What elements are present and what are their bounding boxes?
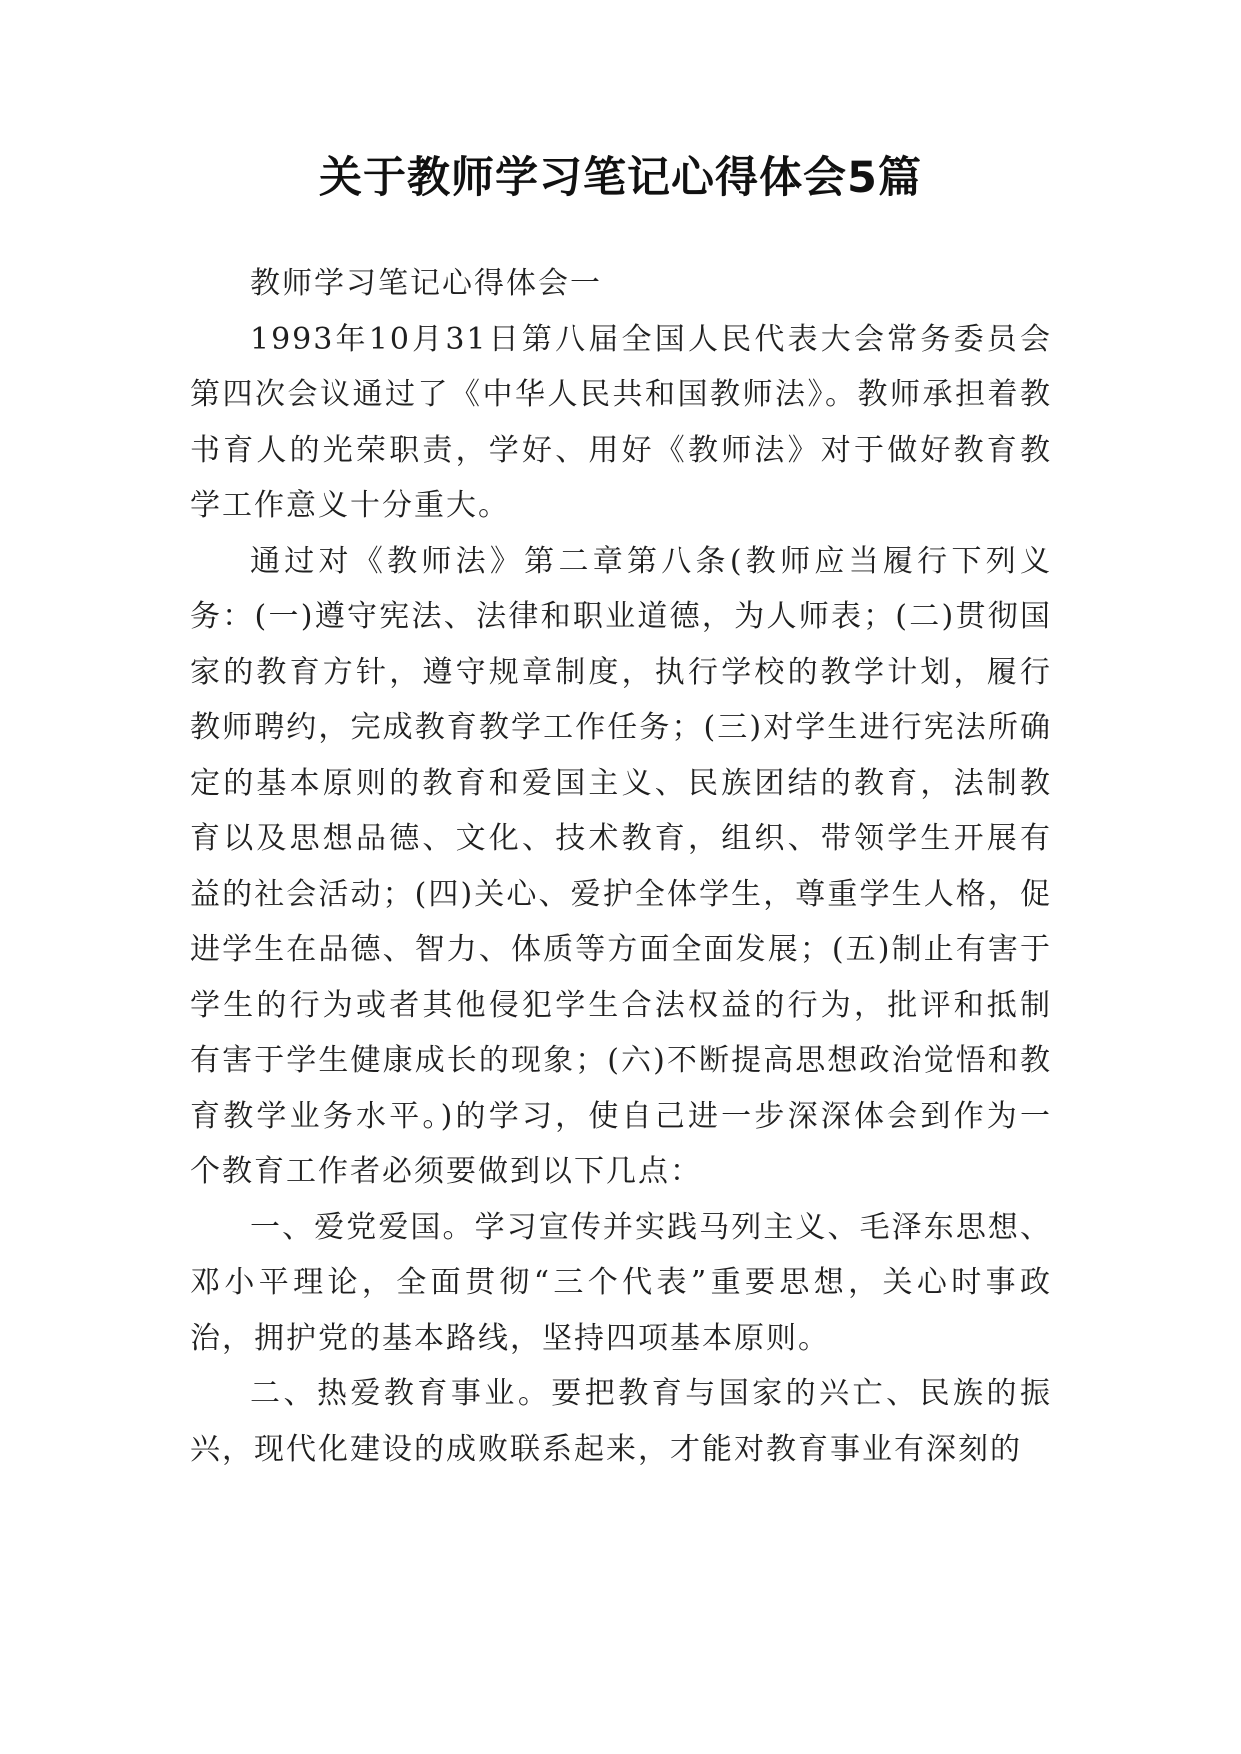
document-body: [190, 256, 1052, 1477]
section-heading: 教师学习笔记心得体会一: [250, 266, 602, 301]
body-paragraph: 1993年10月31日第八届全国人民代表大会常务委员会第四次会议通过了《中华人民共和国教师法》。教师承担着教书育人的光荣职责，学好、用好《教师法》对于做好教育教学工作意义十分重大。: [190, 321, 1052, 523]
body-paragraph: 一、爱党爱国。学习宣传并实践马列主义、毛泽东思想、邓小平理论，全面贯彻“三个代表”重要思想，关心时事政治，拥护党的基本路线，坚持四项基本原则。: [190, 1209, 1052, 1356]
document-title: 关于教师学习笔记心得体会5篇: [319, 153, 922, 203]
body-paragraph: 通过对《教师法》第二章第八条(教师应当履行下列义务：(一)遵守宪法、法律和职业道德，为人师表；(二)贯彻国家的教育方针，遵守规章制度，执行学校的教学计划，履行教师聘约，完成教育教学工作任务；(三)对学生进行宪法所确定的基本原则的教育和爱国主义、民族团结的教育，法制教育以及思想品德、文化、技术教育，组织、带领学生开展有益的社会活动；(四)关心、爱护全体学生，尊重学生人格，促进学生在品德、智力、体质等方面全面发展；(五)制止有害于学生的行为或者其他侵犯学生合法权益的行为，批评和抵制有害于学生健康成长的现象；(六)不断提高思想政治觉悟和教育教学业务水平。)的学习，使自己进一步深深体会到作为一个教育工作者必须要做到以下几点：: [190, 543, 1052, 1189]
body-paragraph: 二、热爱教育事业。要把教育与国家的兴亡、民族的振兴，现代化建设的成败联系起来，才能对教育事业有深刻的: [190, 1376, 1052, 1467]
